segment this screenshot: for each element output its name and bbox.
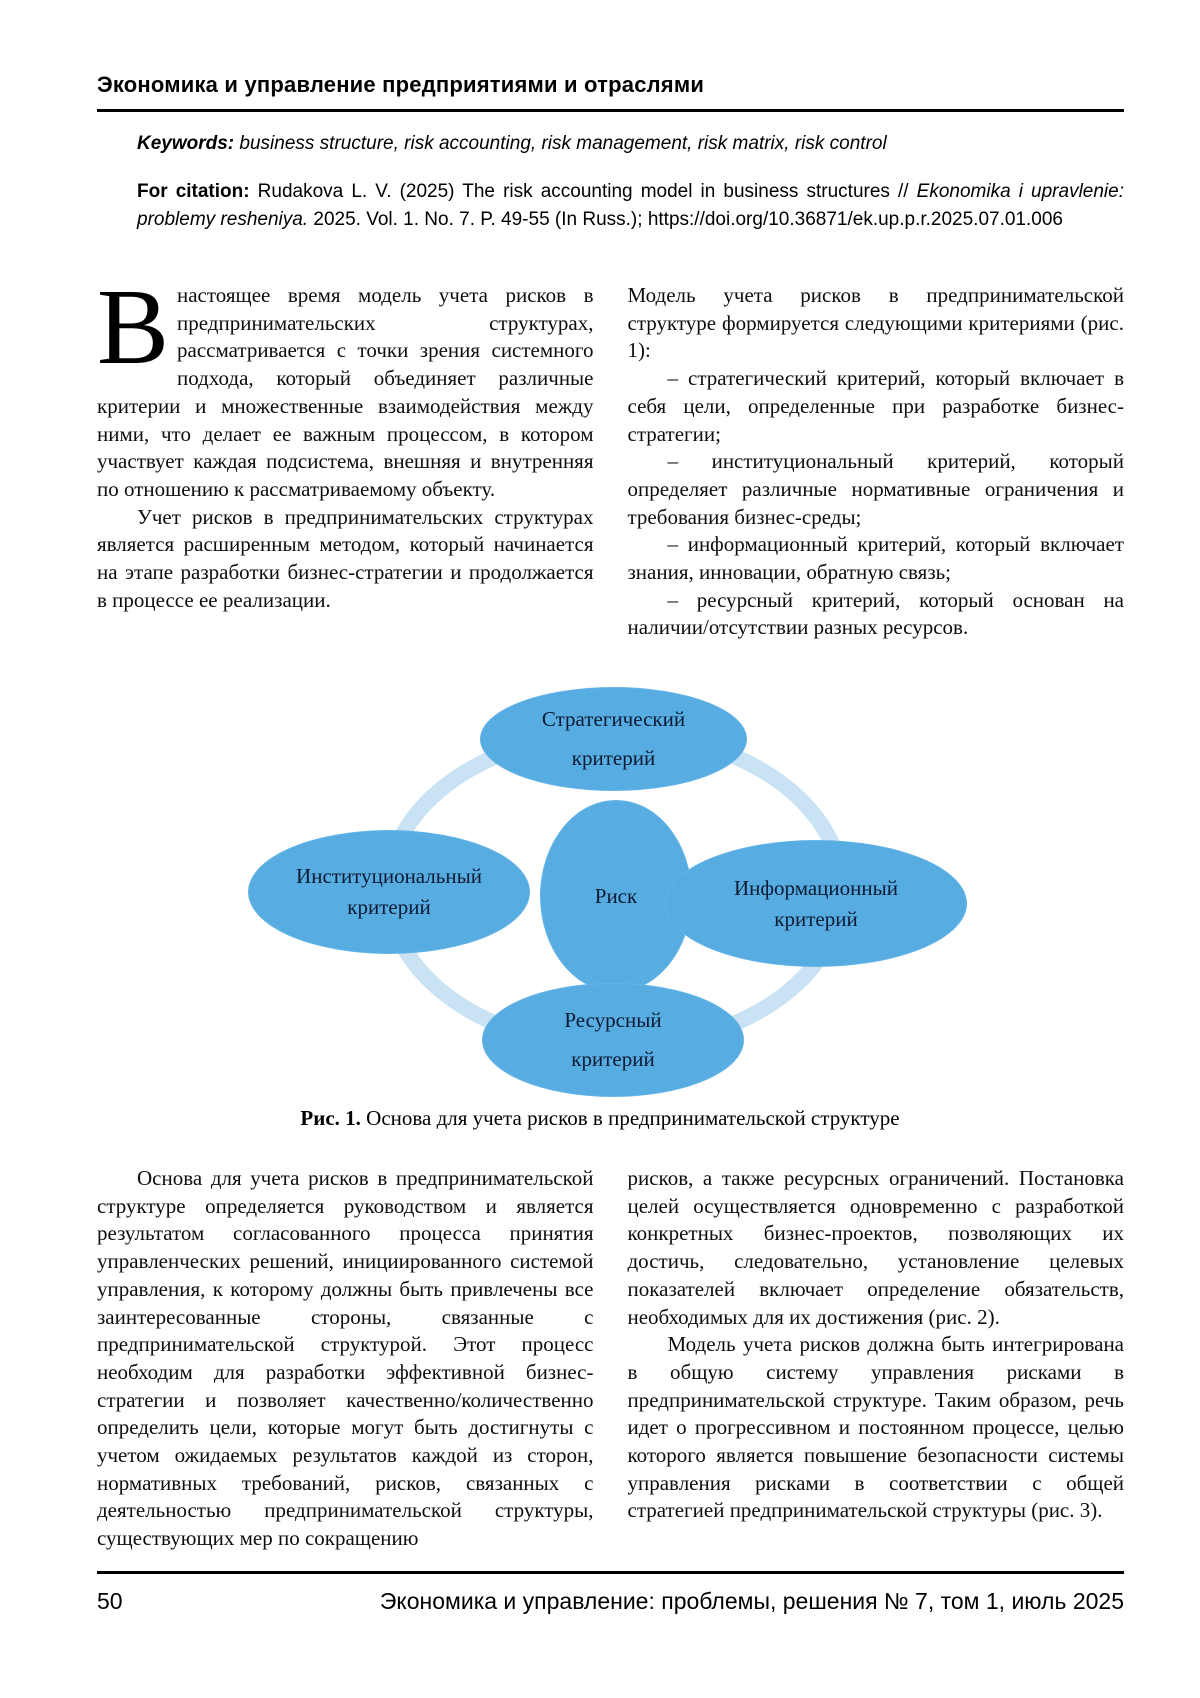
- citation-text-1: Rudakova L. V. (2025) The risk accounting model in business structures //: [249, 181, 917, 202]
- node-strategic-line2: критерий: [571, 746, 656, 770]
- paragraph-intro-text: настоящее время модель учета рисков в предпринимательских структурах, рассматривается с точки зрения системного подхода, который объединяет различные критерии и множественные взаимодействия между ними, что делает ее важным процессом, в котором участвует каждая подсистема, внешняя и внутренняя по отношению к рассматриваемому объекту.: [97, 283, 594, 501]
- paragraph-risk-accounting: Учет рисков в предпринимательских структурах является расширенным методом, который начинается на этапе разработки бизнес-стратегии и продолжается в процессе ее реализации.: [97, 504, 594, 612]
- figure1-diagram: [240, 685, 980, 1105]
- body-section-top: [97, 268, 1124, 642]
- paragraph-model-criteria: Модель учета рисков в предпринимательской структуре формируется следующими критериями (рис. 1):: [627, 283, 1124, 363]
- body-section-bottom: [97, 1165, 1124, 1553]
- node-informational-line2: критерий: [774, 906, 858, 931]
- list-item-strategic: – стратегический критерий, который включает в себя цели, определенные при разработке бизнес-стратегии;: [627, 366, 1124, 446]
- node-resource-criterion: [482, 983, 744, 1097]
- citation-text-2: 2025. Vol. 1. No. 7. P. 49-55 (In Russ.); https://doi.org/10.36871/ek.up.p.r.2025.07.01.006: [308, 208, 1063, 230]
- figure1-caption: [0, 1106, 1200, 1131]
- list-item-informational: – информационный критерий, который включает знания, инновации, обратную связь;: [627, 532, 1124, 585]
- node-institutional-line2: критерий: [347, 895, 431, 919]
- node-institutional-line1: Институциональный: [296, 864, 482, 888]
- column-right-bottom: [628, 1165, 1125, 1553]
- keywords-line: [137, 131, 1124, 157]
- column-left: [97, 268, 594, 642]
- keywords-text: business structure, risk accounting, risk management, risk matrix, risk control: [234, 133, 887, 154]
- column-left-bottom: [97, 1165, 594, 1553]
- citation-block: [137, 178, 1124, 233]
- running-head: Экономика и управление предприятиями и отраслями: [97, 72, 705, 97]
- list-item-institutional: – институциональный критерий, который определяет различные нормативные ограничения и требования бизнес-среды;: [627, 449, 1124, 529]
- node-risk-label: Риск: [594, 883, 638, 908]
- page-number: 50: [97, 1588, 123, 1614]
- node-resource-line1: Ресурсный: [564, 1008, 662, 1032]
- node-informational-line1: Информационный: [734, 875, 898, 900]
- citation-label: For citation:: [137, 181, 250, 202]
- node-institutional-criterion: [248, 830, 530, 954]
- node-strategic-line1: Стратегический: [541, 707, 686, 731]
- node-strategic-criterion: [480, 687, 747, 791]
- list-item-resource: – ресурсный критерий, который основан на наличии/отсутствии разных ресурсов.: [627, 587, 1124, 640]
- dropcap-letter: В: [97, 268, 170, 387]
- header-rule: [97, 109, 1124, 112]
- footer-rule: [97, 1571, 1124, 1574]
- node-resource-line2: критерий: [571, 1047, 655, 1071]
- paragraph-intro: [97, 268, 594, 504]
- footer-journal-line: Экономика и управление: проблемы, решения № 7, том 1, июль 2025: [379, 1588, 1124, 1614]
- figure1-caption-label: Рис. 1.: [300, 1106, 361, 1130]
- citation-journal-title: Ekonomika i upravlenie: problemy resheniya.: [137, 181, 1124, 230]
- node-informational-criterion: [665, 840, 967, 967]
- paragraph-integration: Модель учета рисков должна быть интегрирована в общую систему управления рисками в предпринимательской структуре. Таким образом, речь идет о прогрессивном и постоянном процессе, целью которого является повышение безопасности системы управления рисками в соответствии с общей стратегией предпринимательской структуры (рис. 3).: [627, 1332, 1124, 1523]
- keywords-label: Keywords:: [137, 133, 235, 154]
- paragraph-basis: Основа для учета рисков в предпринимательской структуре определяется руководством и является результатом согласованного процесса принятия управленческих решений, инициированного системой управления, к которому должны быть привлечены все заинтересованные стороны, связанные с предпринимательской структурой. Этот процесс необходим для разработки эффективной бизнес-стратегии и позволяет качественно/количественно определить цели, которые могут быть достигнуты с учетом ожидаемых результатов каждой из сторон, нормативных требований, рисков, связанных с деятельностью предпринимательской структуры, существующих мер по сокращению: [97, 1166, 594, 1551]
- paragraph-goals: рисков, а также ресурсных ограничений. Постановка целей осуществляется одновременно с разработкой конкретных бизнес-проектов, позволяющих их достичь, следовательно, установление целевых показателей включает определение обязательств, необходимых для их достижения (рис. 2).: [627, 1166, 1124, 1329]
- figure1-caption-text: Основа для учета рисков в предпринимательской структуре: [360, 1106, 900, 1130]
- footer: [97, 1588, 1124, 1615]
- column-right: [628, 282, 1125, 642]
